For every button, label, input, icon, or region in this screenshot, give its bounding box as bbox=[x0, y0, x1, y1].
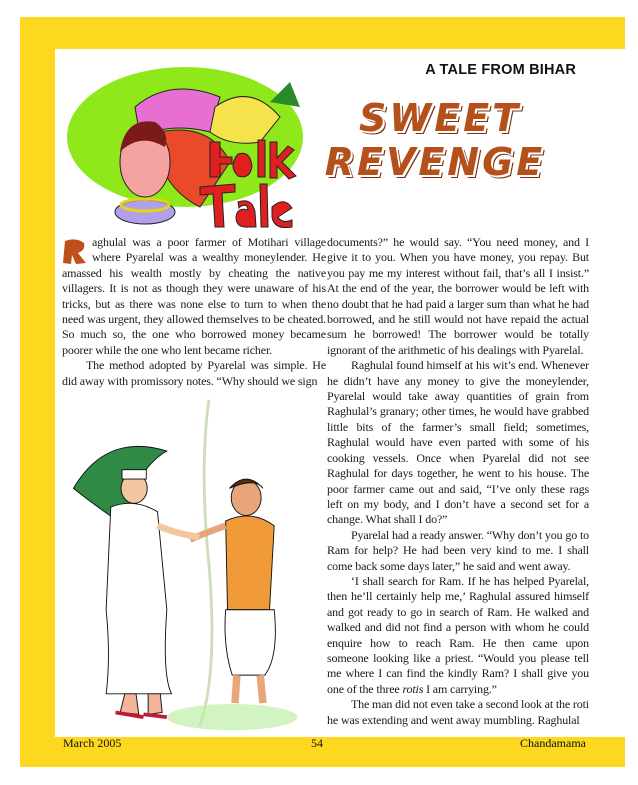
paragraph-5: ‘I shall search for Ram. If he has helped Pyarelal, then he’ll certainly help me,’ Raghulal assured himself and got ready to go in search of Ram. He walked and walked and did not find a person with whom he could enquire how to reach Ram. He then came upon someone looking like a priest. “Would you please tell me where I can find the kindly Ram? I shall give you one of the three rotis I am carrying.” bbox=[327, 573, 589, 696]
story-title bbox=[300, 96, 570, 184]
paragraph-2: The method adopted by Pyarelal was simple. He did away with promissory notes. “Why should we sign bbox=[62, 358, 326, 388]
farmer-and-moneylender-illustration bbox=[60, 395, 325, 733]
drop-cap-r bbox=[62, 237, 88, 265]
page-number: 54 bbox=[311, 736, 323, 750]
paragraph-3: Raghulal found himself at his wit’s end. Whenever he didn’t have any money to give the moneylender, Pyarelal would take away quantities of grain from Raghulal’s granary; other times, he would have grabbed little bits of the farmer’s small field; sometimes, Raghulal would have even parted with some of his cooking vessels. Once when Pyarelal did not see Raghulal for days together, he went to his house. The poor farmer came out and said, “I’ve only these rags left on my body, and I don’t have a second set for a change. What shall I do?” bbox=[327, 358, 589, 527]
left-column bbox=[62, 235, 326, 389]
title-line-2: REVENGE bbox=[324, 140, 546, 184]
paragraph-4: Pyarelal had a ready answer. “Why don’t you go to Ram for help? He had been very kind to me. I shall come back some days later,” he said and went away. bbox=[327, 527, 589, 573]
paragraph-1: aghulal was a poor farmer of Motihari village where Pyarelal was a wealthy moneylender. He amassed his wealth mostly by cheating the native villagers. It is not as though they were unaware of his tricks, but as there was none else to turn to when the need was urgent, they allowed themselves to be cheated. So much so, the one who borrowed money became poorer while the one who lent became richer. bbox=[62, 235, 326, 357]
paragraph-6: The man did not even take a second look at the roti he was extending and went away mumbling. Raghulal bbox=[327, 697, 589, 727]
title-line-1: SWEET bbox=[358, 96, 522, 140]
folk-tales-logo-illustration bbox=[60, 62, 310, 232]
footer-date: March 2005 bbox=[63, 736, 122, 750]
paragraph-2-continued: documents?” he would say. “You need money, and I give it to you. When you have money, you repay. But you pay me my interest without fail, that’s all I insist.” At the end of the year, the borrower would be left with no doubt that he had paid a larger sum than what he had borrowed, and he still would not have repaid the actual sum he borrowed! The borrower would be totally ignorant of the arithmetic of his dealings with Pyarelal. bbox=[327, 235, 589, 357]
magazine-name: Chandamama bbox=[520, 736, 586, 750]
right-column bbox=[327, 235, 589, 728]
section-kicker: A TALE FROM BIHAR bbox=[425, 62, 576, 78]
